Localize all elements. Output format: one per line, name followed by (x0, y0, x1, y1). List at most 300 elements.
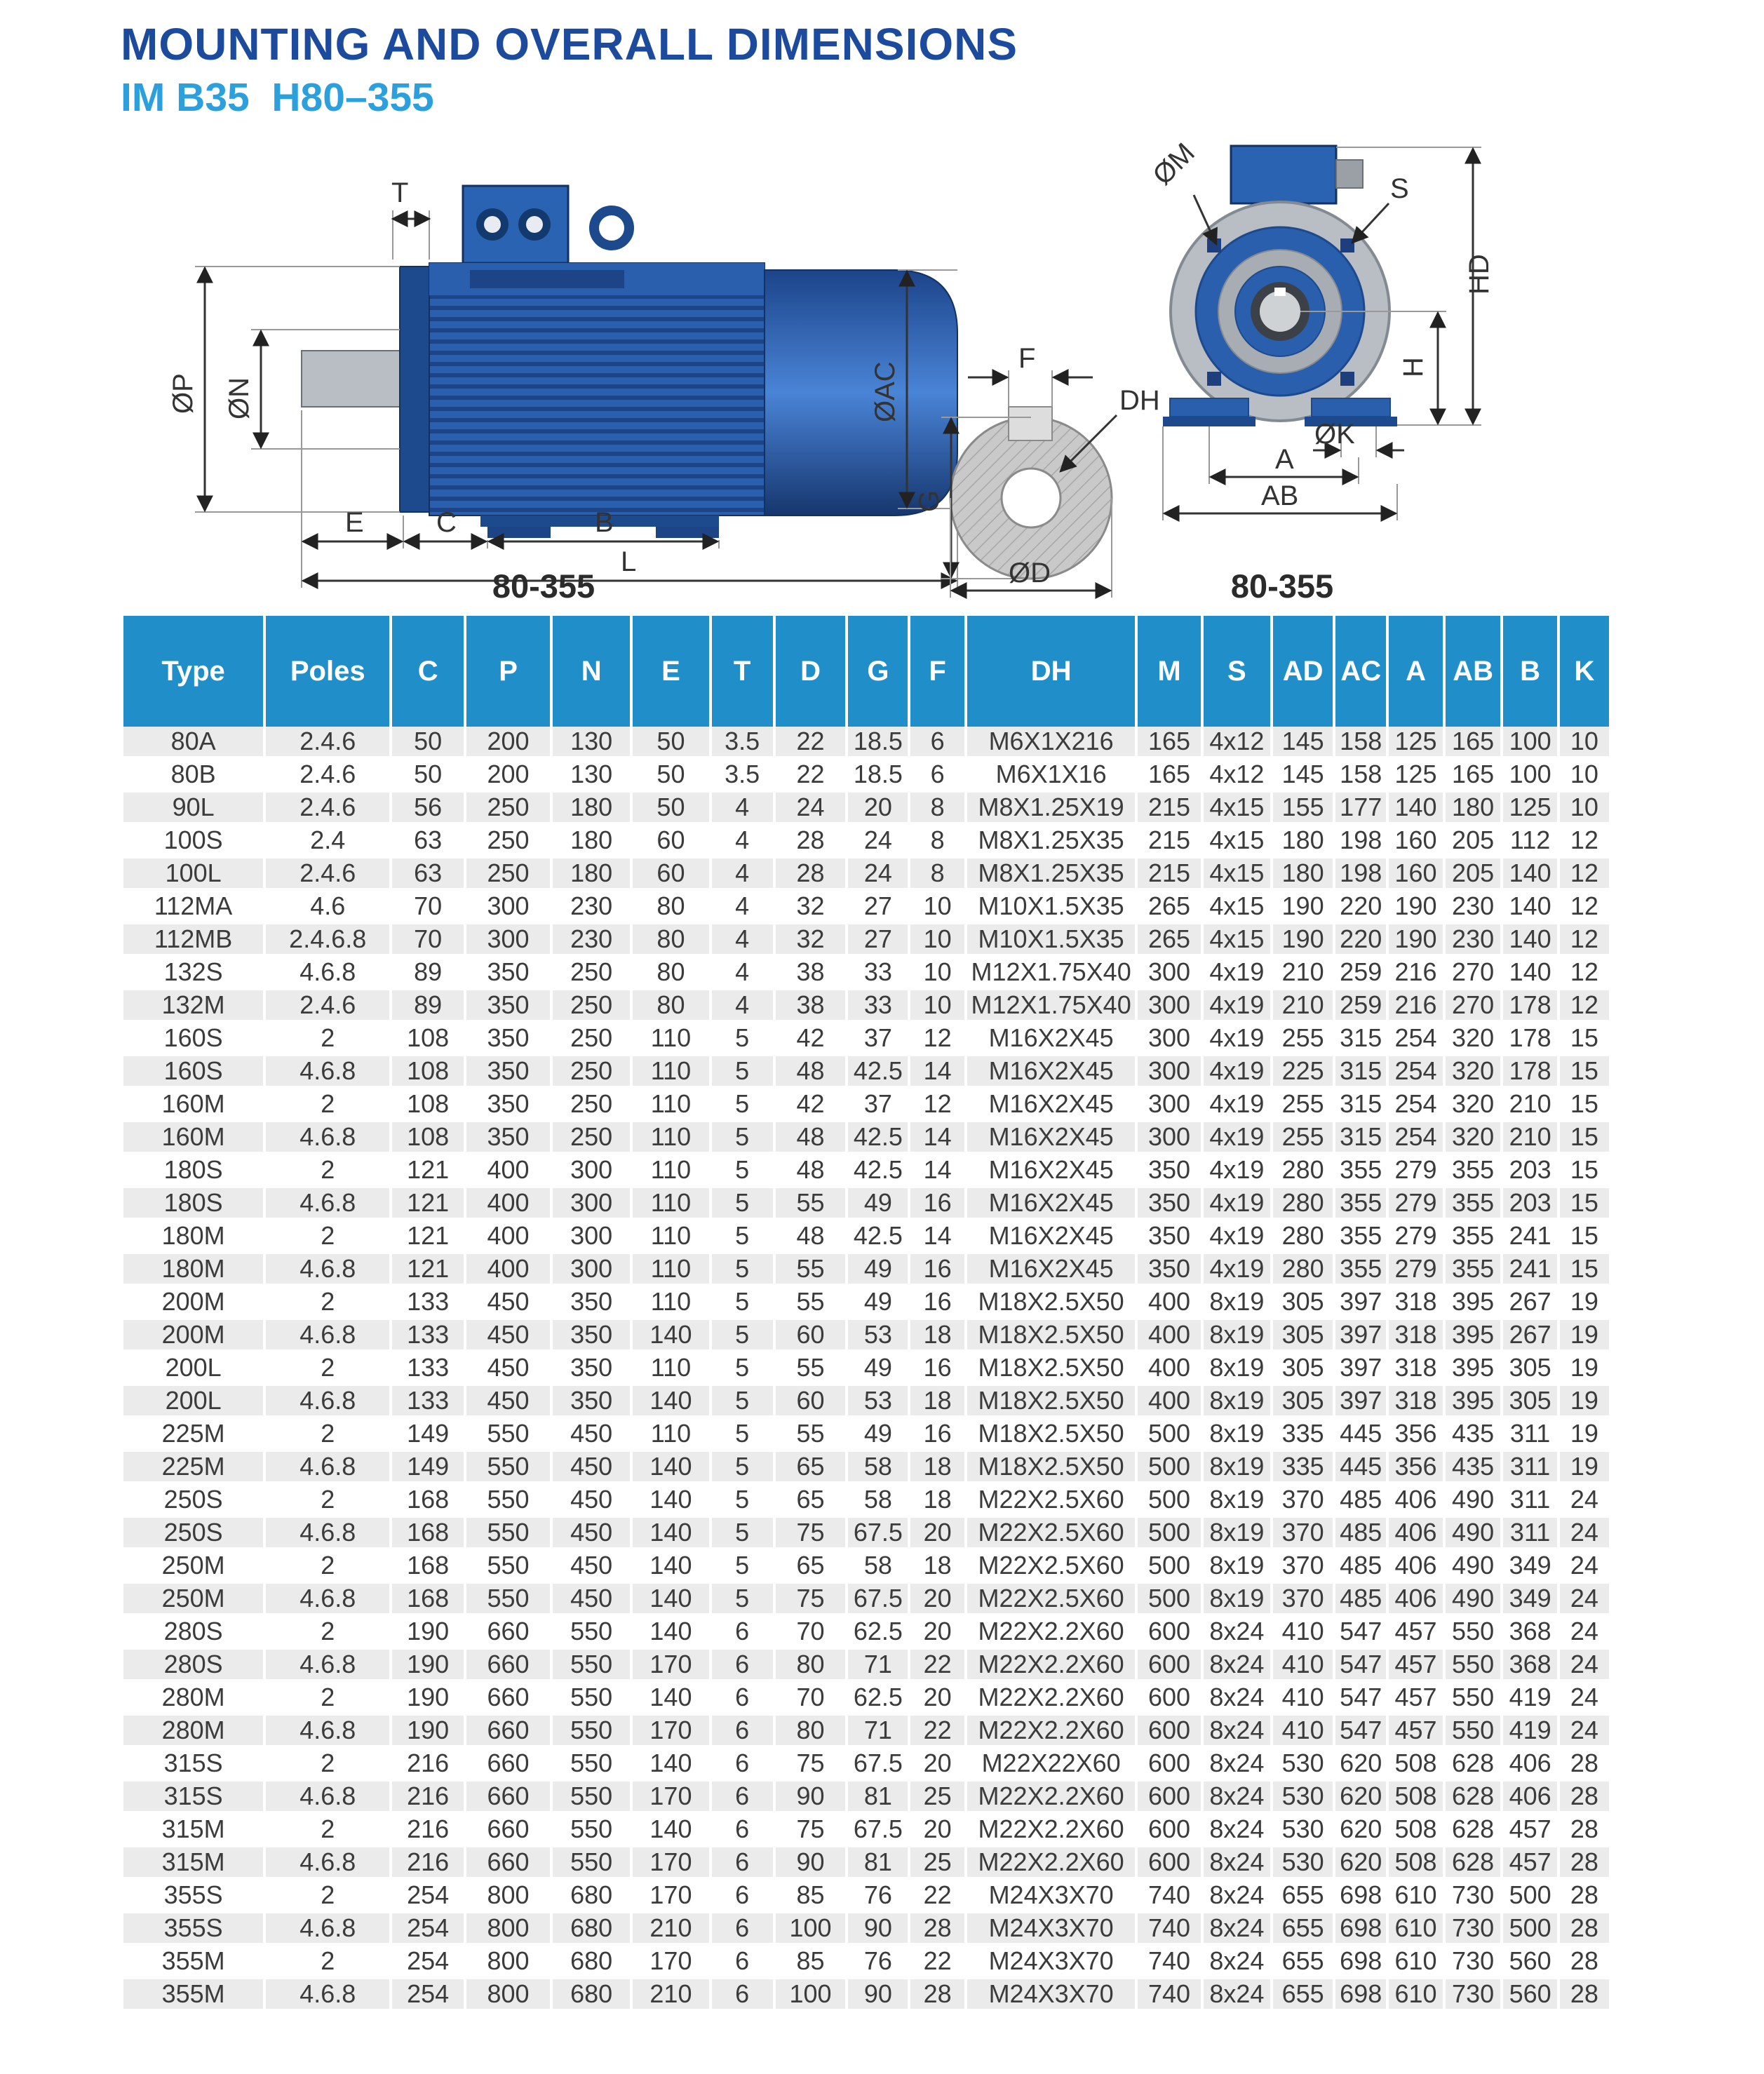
table-cell: 16 (909, 1418, 965, 1450)
table-cell: M18X2.5X50 (966, 1352, 1137, 1385)
table-cell: 132S (123, 956, 264, 989)
table-cell: 180S (123, 1187, 264, 1220)
table-cell: 110 (631, 1055, 710, 1088)
table-cell: 112MB (123, 923, 264, 956)
table-row (123, 1450, 1609, 1483)
table-cell: 457 (1387, 1615, 1443, 1648)
table-cell: 140 (631, 1582, 710, 1615)
table-cell: 80 (631, 890, 710, 923)
table-cell: 22 (909, 1648, 965, 1681)
table-cell: 58 (847, 1450, 909, 1483)
table-cell: 18 (909, 1385, 965, 1418)
table-cell: 10 (909, 956, 965, 989)
table-cell: 300 (1136, 1022, 1201, 1055)
table-cell: 170 (631, 1780, 710, 1813)
table-cell: 225M (123, 1418, 264, 1450)
table-cell: 215 (1136, 791, 1201, 824)
table-cell: 550 (551, 1615, 631, 1648)
table-cell: 2.4.6 (264, 791, 391, 824)
table-cell: 4 (711, 791, 774, 824)
table-cell: 395 (1444, 1286, 1502, 1319)
table-cell: M22X2.2X60 (966, 1846, 1137, 1879)
table-row (123, 1187, 1609, 1220)
table-cell: 89 (391, 989, 465, 1022)
table-cell: 158 (1334, 758, 1387, 791)
table-cell: 70 (774, 1681, 847, 1714)
table-cell: 550 (465, 1516, 551, 1549)
table-cell: 216 (1387, 956, 1443, 989)
table-cell: 370 (1272, 1516, 1334, 1549)
table-row (123, 1385, 1609, 1418)
table-cell: 355 (1334, 1154, 1387, 1187)
table-cell: 230 (551, 923, 631, 956)
table-cell: 740 (1136, 1945, 1201, 1978)
table-cell: 4.6.8 (264, 1121, 391, 1154)
table-cell: 19 (1558, 1286, 1609, 1319)
technical-drawings (0, 119, 1764, 610)
table-cell: 6 (711, 1747, 774, 1780)
table-cell: 190 (1272, 923, 1334, 956)
table-cell: 22 (909, 1714, 965, 1747)
table-cell: 279 (1387, 1253, 1443, 1286)
table-row (123, 1813, 1609, 1846)
table-cell: 2 (264, 1549, 391, 1582)
table-cell: 628 (1444, 1747, 1502, 1780)
table-cell: M18X2.5X50 (966, 1286, 1137, 1319)
table-cell: 740 (1136, 1978, 1201, 2011)
table-cell: 58 (847, 1483, 909, 1516)
table-header-row (123, 616, 1609, 727)
table-cell: 160 (1387, 857, 1443, 890)
table-cell: 680 (551, 1912, 631, 1945)
table-cell: 14 (909, 1121, 965, 1154)
table-cell: 400 (1136, 1352, 1201, 1385)
table-cell: 318 (1387, 1385, 1443, 1418)
table-cell: 56 (391, 791, 465, 824)
table-cell: 6 (711, 1714, 774, 1747)
table-cell: 350 (551, 1286, 631, 1319)
table-cell: 4x19 (1202, 1088, 1272, 1121)
table-cell: 112 (1502, 824, 1558, 857)
table-cell: 200L (123, 1385, 264, 1418)
table-cell: 20 (909, 1747, 965, 1780)
table-cell: 300 (1136, 1088, 1201, 1121)
table-cell: 132M (123, 989, 264, 1022)
table-cell: 250 (551, 1055, 631, 1088)
table-cell: 90 (774, 1846, 847, 1879)
table-cell: 320 (1444, 1121, 1502, 1154)
table-cell: 395 (1444, 1319, 1502, 1352)
table-cell: 305 (1502, 1352, 1558, 1385)
flange-shape (400, 267, 429, 512)
table-cell: 42 (774, 1088, 847, 1121)
table-cell: 370 (1272, 1549, 1334, 1582)
table-cell: 25 (909, 1846, 965, 1879)
table-cell: 15 (1558, 1154, 1609, 1187)
table-cell: 19 (1558, 1450, 1609, 1483)
table-cell: 800 (465, 1945, 551, 1978)
table-cell: 210 (1502, 1121, 1558, 1154)
table-cell: 305 (1272, 1319, 1334, 1352)
table-cell: 24 (847, 857, 909, 890)
table-cell: 320 (1444, 1022, 1502, 1055)
table-cell: 254 (1387, 1121, 1443, 1154)
table-cell: M16X2X45 (966, 1022, 1137, 1055)
table-cell: 450 (465, 1385, 551, 1418)
table-cell: 5 (711, 1483, 774, 1516)
table-cell: 22 (909, 1879, 965, 1912)
table-cell: 300 (1136, 989, 1201, 1022)
table-cell: 280 (1272, 1187, 1334, 1220)
table-cell: 18 (909, 1483, 965, 1516)
table-cell: 500 (1136, 1418, 1201, 1450)
table-cell: 450 (465, 1319, 551, 1352)
table-cell: 457 (1387, 1648, 1443, 1681)
table-cell: 8x24 (1202, 1978, 1272, 2011)
table-cell: M12X1.75X40 (966, 956, 1137, 989)
table-cell: 4.6.8 (264, 1582, 391, 1615)
table-cell: 20 (909, 1582, 965, 1615)
table-cell: 660 (465, 1780, 551, 1813)
table-cell: 279 (1387, 1154, 1443, 1187)
table-cell: 180 (1272, 824, 1334, 857)
table-cell: 450 (465, 1352, 551, 1385)
table-cell: 65 (774, 1450, 847, 1483)
table-cell: 550 (551, 1813, 631, 1846)
table-cell: 140 (631, 1516, 710, 1549)
table-cell: 6 (711, 1681, 774, 1714)
column-header: C (391, 616, 465, 727)
table-cell: 315S (123, 1747, 264, 1780)
table-cell: 5 (711, 1121, 774, 1154)
table-row (123, 1549, 1609, 1582)
table-cell: 180S (123, 1154, 264, 1187)
table-cell: 4 (711, 956, 774, 989)
table-cell: 110 (631, 1121, 710, 1154)
table-cell: 400 (465, 1220, 551, 1253)
table-cell: 730 (1444, 1945, 1502, 1978)
table-cell: 628 (1444, 1780, 1502, 1813)
table-cell: 12 (909, 1088, 965, 1121)
table-cell: 28 (1558, 1879, 1609, 1912)
column-header: AB (1444, 616, 1502, 727)
table-cell: 250S (123, 1516, 264, 1549)
table-cell: 63 (391, 824, 465, 857)
table-cell: 4.6.8 (264, 1450, 391, 1483)
table-cell: 80 (631, 989, 710, 1022)
table-cell: 24 (1558, 1483, 1609, 1516)
table-cell: 53 (847, 1319, 909, 1352)
table-cell: 6 (711, 1978, 774, 2011)
table-body (123, 727, 1609, 2011)
dim-label-P: ØP (168, 373, 198, 414)
table-cell: 27 (847, 890, 909, 923)
table-cell: 2.4 (264, 824, 391, 857)
table-cell: M22X2.2X60 (966, 1780, 1137, 1813)
table-cell: 15 (1558, 1022, 1609, 1055)
table-cell: 730 (1444, 1978, 1502, 2011)
table-cell: 5 (711, 1055, 774, 1088)
table-row (123, 1121, 1609, 1154)
table-cell: 170 (631, 1648, 710, 1681)
table-cell: 250 (465, 791, 551, 824)
table-cell: 4x19 (1202, 1022, 1272, 1055)
table-cell: 149 (391, 1418, 465, 1450)
table-cell: 90 (847, 1978, 909, 2011)
table-cell: 335 (1272, 1450, 1334, 1483)
table-cell: 140 (631, 1450, 710, 1483)
table-cell: 80A (123, 727, 264, 758)
table-cell: 4.6.8 (264, 1516, 391, 1549)
table-cell: M22X2.2X60 (966, 1681, 1137, 1714)
table-cell: 160 (1387, 824, 1443, 857)
table-cell: 108 (391, 1088, 465, 1121)
table-cell: 230 (1444, 890, 1502, 923)
table-cell: 15 (1558, 1088, 1609, 1121)
table-cell: 18 (909, 1319, 965, 1352)
table-cell: 4x15 (1202, 857, 1272, 890)
motor-side-view-drawing (168, 177, 957, 588)
table-cell: 100 (774, 1978, 847, 2011)
table-cell: 280S (123, 1648, 264, 1681)
table-cell: 19 (1558, 1352, 1609, 1385)
table-cell: M12X1.75X40 (966, 989, 1137, 1022)
table-cell: 49 (847, 1352, 909, 1385)
table-cell: 250 (551, 956, 631, 989)
table-cell: 16 (909, 1187, 965, 1220)
table-cell: 660 (465, 1747, 551, 1780)
table-cell: 16 (909, 1286, 965, 1319)
table-cell: 180 (551, 857, 631, 890)
table-cell: 100S (123, 824, 264, 857)
table-row (123, 1780, 1609, 1813)
table-cell: 530 (1272, 1747, 1334, 1780)
table-cell: 67.5 (847, 1516, 909, 1549)
table-cell: 20 (909, 1516, 965, 1549)
table-cell: 145 (1272, 727, 1334, 758)
table-cell: 4x15 (1202, 824, 1272, 857)
dim-label-D: ØD (1009, 558, 1051, 588)
table-cell: 254 (391, 1945, 465, 1978)
table-row (123, 824, 1609, 857)
table-cell: 450 (551, 1450, 631, 1483)
column-header: A (1387, 616, 1443, 727)
table-cell: 8x24 (1202, 1714, 1272, 1747)
table-cell: 335 (1272, 1418, 1334, 1450)
table-cell: 255 (1272, 1121, 1334, 1154)
dim-label-H: H (1398, 357, 1429, 377)
table-cell: 4x19 (1202, 1187, 1272, 1220)
table-cell: 190 (391, 1648, 465, 1681)
table-cell: 180M (123, 1253, 264, 1286)
table-cell: 550 (551, 1747, 631, 1780)
table-cell: 410 (1272, 1648, 1334, 1681)
table-cell: 280M (123, 1714, 264, 1747)
table-row (123, 1846, 1609, 1879)
table-cell: 500 (1136, 1450, 1201, 1483)
table-cell: 32 (774, 890, 847, 923)
table-cell: 8x24 (1202, 1846, 1272, 1879)
table-cell: 76 (847, 1879, 909, 1912)
table-cell: 254 (1387, 1088, 1443, 1121)
table-cell: 655 (1272, 1945, 1334, 1978)
table-cell: 180 (551, 791, 631, 824)
table-cell: 200M (123, 1286, 264, 1319)
table-row (123, 758, 1609, 791)
table-cell: 300 (1136, 1055, 1201, 1088)
table-cell: 311 (1502, 1483, 1558, 1516)
table-cell: 350 (465, 1022, 551, 1055)
table-cell: 18.5 (847, 727, 909, 758)
table-cell: 2 (264, 1418, 391, 1450)
table-cell: 15 (1558, 1220, 1609, 1253)
table-cell: 225M (123, 1450, 264, 1483)
table-cell: 250 (465, 857, 551, 890)
table-cell: 5 (711, 1385, 774, 1418)
table-cell: 50 (631, 758, 710, 791)
table-cell: 5 (711, 1549, 774, 1582)
table-cell: 110 (631, 1253, 710, 1286)
table-cell: 4 (711, 890, 774, 923)
table-cell: 280S (123, 1615, 264, 1648)
table-cell: 165 (1444, 758, 1502, 791)
table-cell: 500 (1136, 1582, 1201, 1615)
table-cell: 200 (465, 758, 551, 791)
table-cell: 75 (774, 1747, 847, 1780)
table-cell: 311 (1502, 1450, 1558, 1483)
table-cell: 315M (123, 1813, 264, 1846)
table-cell: 250S (123, 1483, 264, 1516)
table-cell: 305 (1272, 1286, 1334, 1319)
table-cell: 8x19 (1202, 1418, 1272, 1450)
table-cell: 550 (1444, 1714, 1502, 1747)
table-cell: 2 (264, 1681, 391, 1714)
table-cell: 220 (1334, 890, 1387, 923)
table-cell: 160M (123, 1121, 264, 1154)
table-cell: 255 (1272, 1088, 1334, 1121)
table-cell: 216 (391, 1747, 465, 1780)
dim-label-AB: AB (1261, 480, 1299, 511)
table-cell: 48 (774, 1154, 847, 1187)
table-cell: 279 (1387, 1187, 1443, 1220)
table-cell: 560 (1502, 1978, 1558, 2011)
table-cell: 4.6.8 (264, 1978, 391, 2011)
table-row (123, 1681, 1609, 1714)
table-cell: 55 (774, 1253, 847, 1286)
fan-cover-shape (765, 270, 957, 516)
table-cell: 90L (123, 791, 264, 824)
table-cell: 81 (847, 1846, 909, 1879)
table-cell: 71 (847, 1648, 909, 1681)
dim-label-G: G (914, 490, 945, 512)
table-cell: 6 (711, 1912, 774, 1945)
table-cell: 155 (1272, 791, 1334, 824)
table-cell: 85 (774, 1879, 847, 1912)
table-cell: 8x19 (1202, 1352, 1272, 1385)
side-view-caption: 80-355 (492, 567, 595, 605)
table-cell: 5 (711, 1319, 774, 1352)
dim-label-N: ØN (224, 377, 255, 419)
table-cell: 8x19 (1202, 1582, 1272, 1615)
table-cell: 350 (551, 1352, 631, 1385)
column-header: DH (966, 616, 1137, 727)
table-cell: 178 (1502, 989, 1558, 1022)
table-cell: 530 (1272, 1813, 1334, 1846)
column-header: Type (123, 616, 264, 727)
table-cell: 315 (1334, 1022, 1387, 1055)
table-cell: 15 (1558, 1187, 1609, 1220)
table-cell: 660 (465, 1846, 551, 1879)
table-row (123, 1615, 1609, 1648)
table-cell: 8x19 (1202, 1483, 1272, 1516)
table-cell: 67.5 (847, 1813, 909, 1846)
table-cell: 55 (774, 1352, 847, 1385)
table-cell: 71 (847, 1714, 909, 1747)
table-cell: 397 (1334, 1352, 1387, 1385)
table-cell: 457 (1502, 1846, 1558, 1879)
table-cell: 508 (1387, 1747, 1443, 1780)
table-cell: 80 (631, 923, 710, 956)
table-cell: 49 (847, 1418, 909, 1450)
lifting-eye-shape (594, 210, 629, 245)
table-cell: 203 (1502, 1187, 1558, 1220)
front-terminal-box (1231, 146, 1336, 203)
table-cell: 121 (391, 1154, 465, 1187)
table-row (123, 1286, 1609, 1319)
table-cell: 24 (1558, 1516, 1609, 1549)
table-cell: 24 (1558, 1648, 1609, 1681)
table-cell: 215 (1136, 824, 1201, 857)
table-row (123, 989, 1609, 1022)
table-cell: 350 (551, 1385, 631, 1418)
table-cell: 680 (551, 1978, 631, 2011)
table-cell: 450 (551, 1582, 631, 1615)
table-cell: 457 (1502, 1813, 1558, 1846)
page-subtitle: IM B35 H80–355 (121, 75, 434, 120)
table-cell: 280 (1272, 1220, 1334, 1253)
table-cell: 140 (631, 1615, 710, 1648)
table-cell: 730 (1444, 1912, 1502, 1945)
table-cell: 28 (909, 1912, 965, 1945)
table-cell: 205 (1444, 857, 1502, 890)
front-view-caption: 80-355 (1230, 567, 1334, 605)
table-cell: M24X3X70 (966, 1945, 1137, 1978)
table-row (123, 1747, 1609, 1780)
table-row (123, 1088, 1609, 1121)
table-cell: 50 (631, 727, 710, 758)
table-cell: 60 (774, 1319, 847, 1352)
table-cell: M18X2.5X50 (966, 1450, 1137, 1483)
table-cell: 800 (465, 1912, 551, 1945)
table-cell: 4x12 (1202, 727, 1272, 758)
table-cell: 8x24 (1202, 1945, 1272, 1978)
table-cell: 50 (391, 727, 465, 758)
table-cell: 4.6.8 (264, 1846, 391, 1879)
table-cell: 655 (1272, 1978, 1334, 2011)
table-cell: 355S (123, 1912, 264, 1945)
table-cell: M22X2.5X60 (966, 1582, 1137, 1615)
keyway-shape (1009, 407, 1052, 440)
table-cell: 10 (909, 989, 965, 1022)
dim-label-S: S (1390, 173, 1409, 204)
table-cell: 80 (774, 1714, 847, 1747)
dim-label-DH: DH (1119, 385, 1160, 416)
table-cell: 300 (1136, 1121, 1201, 1154)
table-cell: 356 (1387, 1450, 1443, 1483)
table-cell: 22 (909, 1945, 965, 1978)
table-cell: 490 (1444, 1483, 1502, 1516)
table-cell: 279 (1387, 1220, 1443, 1253)
